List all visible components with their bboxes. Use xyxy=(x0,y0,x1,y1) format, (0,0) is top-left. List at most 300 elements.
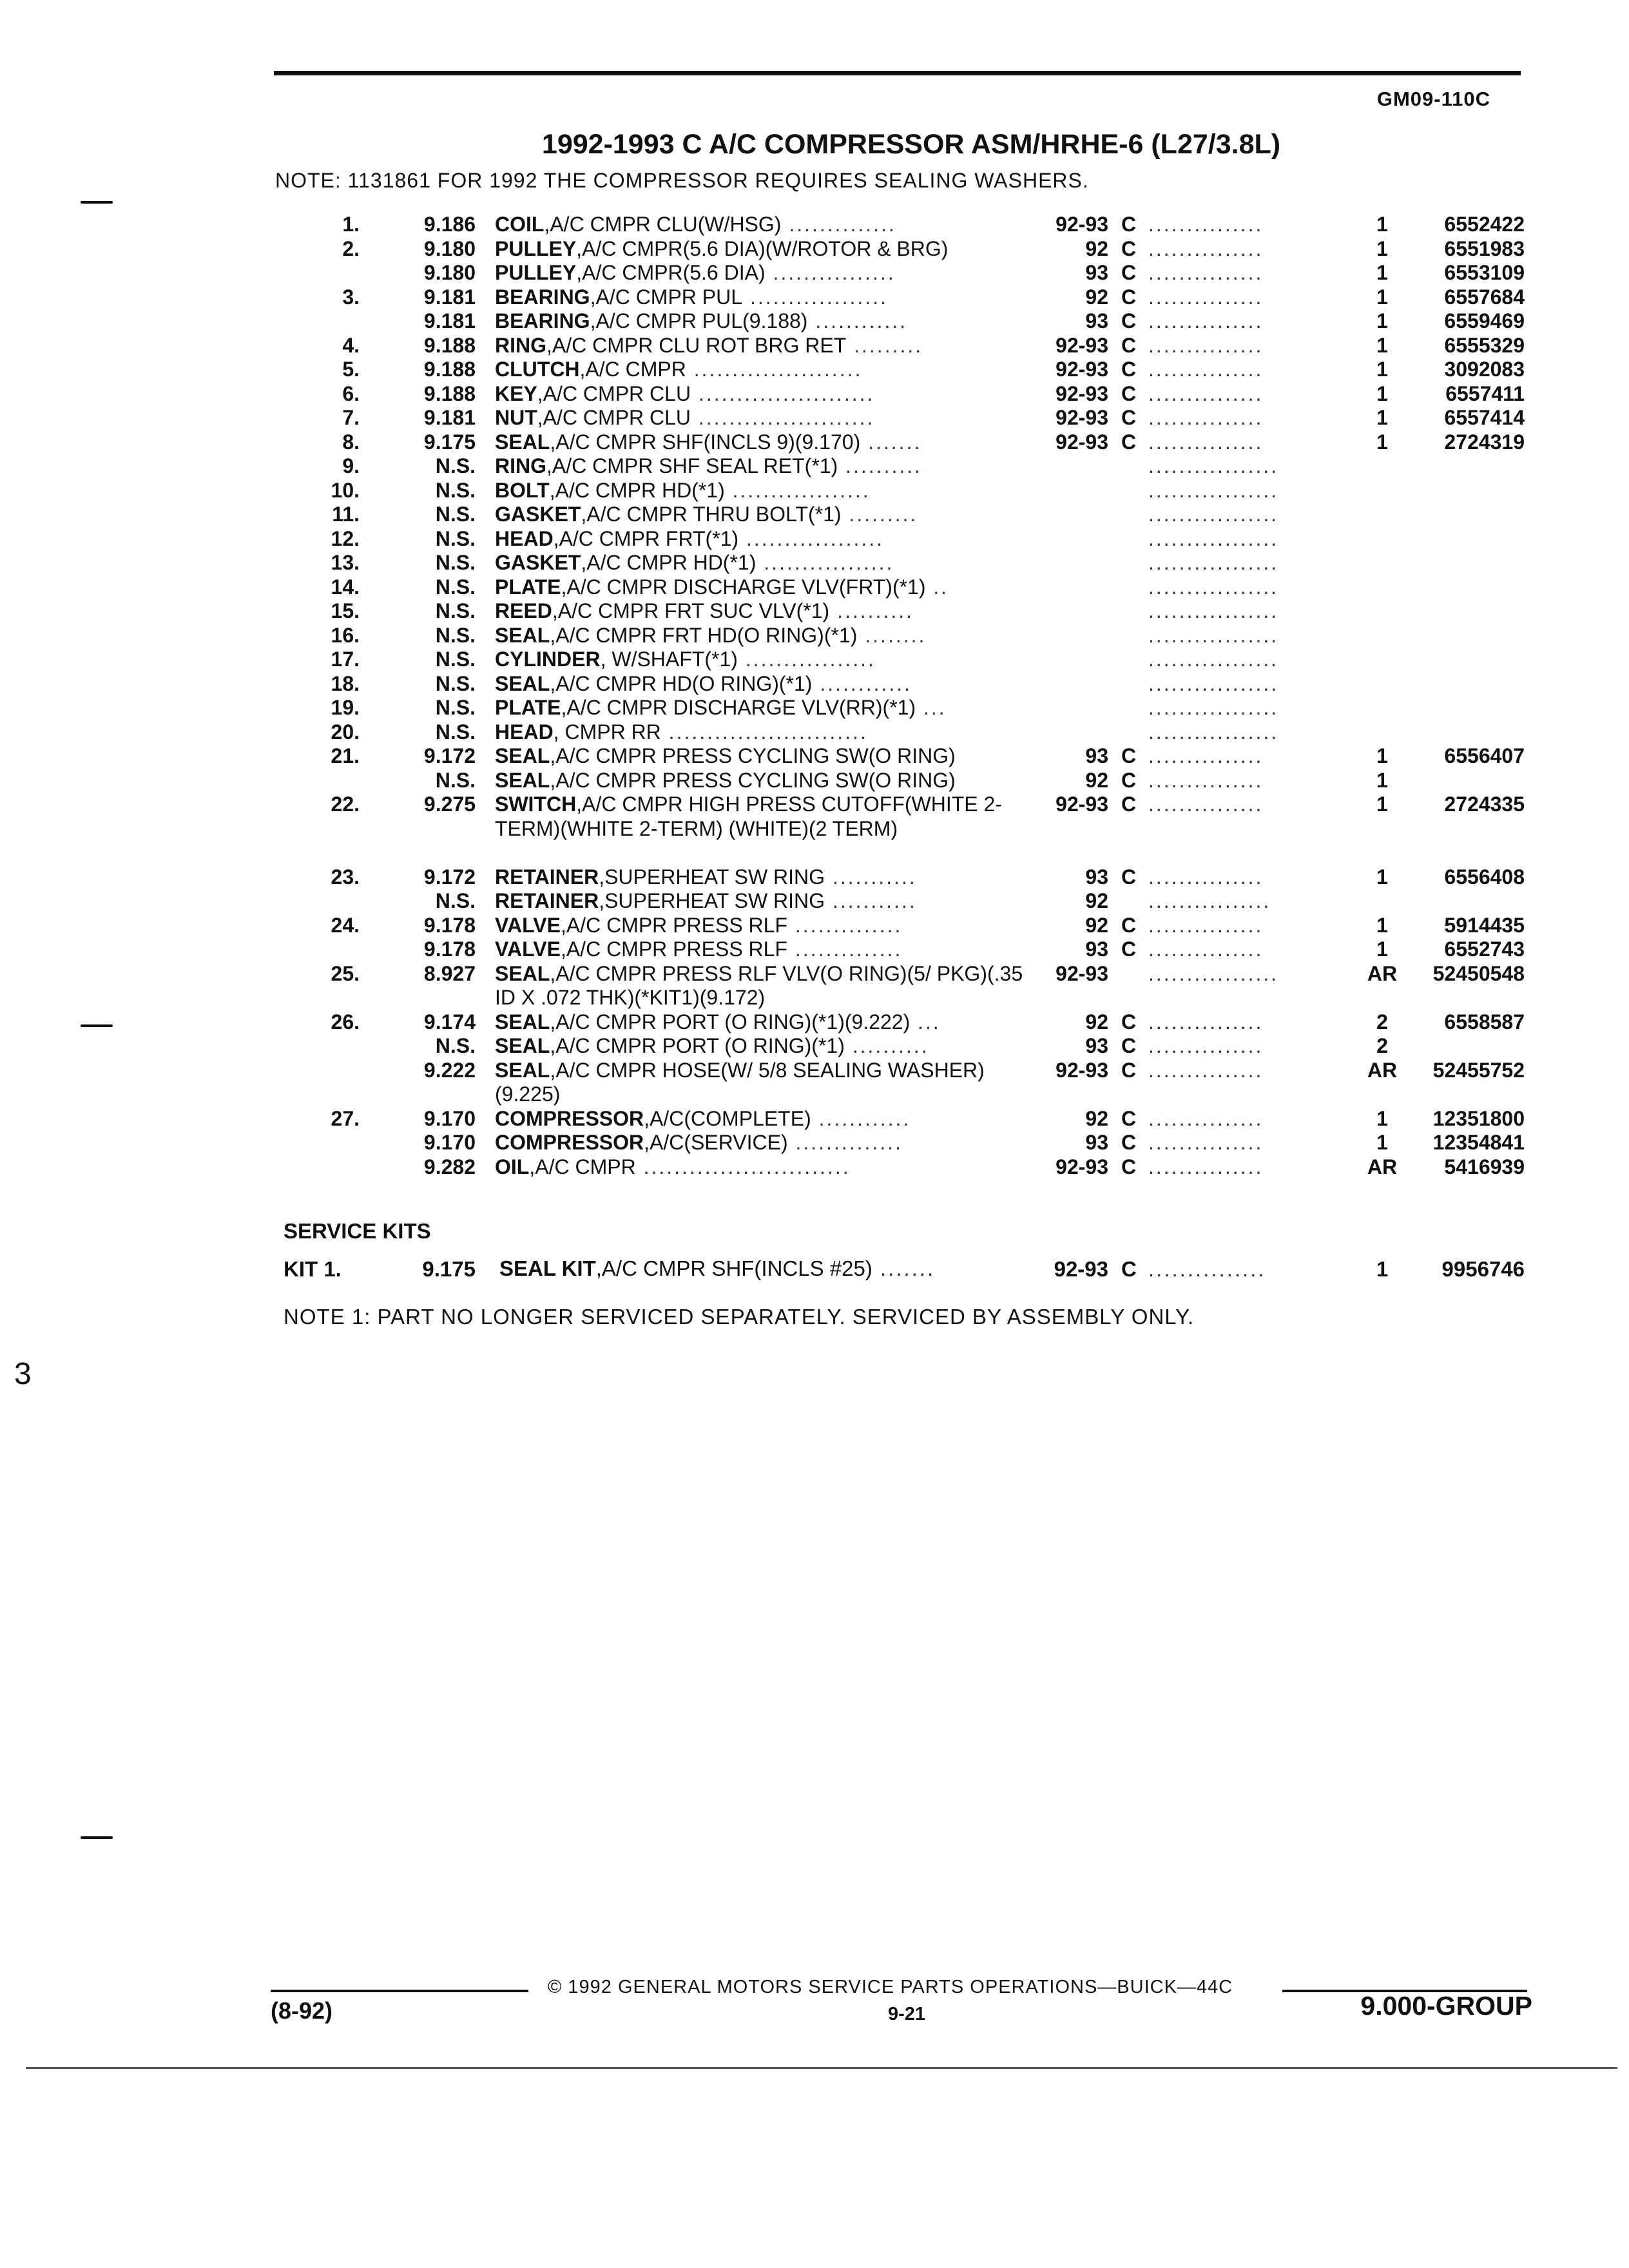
model-year: 92-93 xyxy=(1055,333,1108,357)
kit-part-number: 9956746 xyxy=(1441,1257,1525,1281)
header-rule xyxy=(274,71,1521,75)
quantity: 1 xyxy=(1376,913,1388,937)
dot-leader: ............... xyxy=(1148,913,1264,937)
description-leader: ........... xyxy=(825,889,917,912)
part-name: BEARING xyxy=(495,285,590,309)
description-leader: ....................... xyxy=(691,406,875,429)
part-description xyxy=(495,213,1023,237)
group-number: 9.188 xyxy=(423,358,476,381)
quantity: 1 xyxy=(1376,309,1388,332)
part-spec: ,A/C CMPR PRESS CYCLING SW(O RING) xyxy=(550,768,956,792)
quantity: 1 xyxy=(1376,1131,1388,1154)
group-number: N.S. xyxy=(435,1034,476,1057)
table-row xyxy=(0,696,1629,720)
description-leader: .................. xyxy=(738,526,885,550)
part-spec: ,A/C CMPR CLU xyxy=(537,381,691,405)
table-row xyxy=(0,406,1629,430)
part-spec: ,A/C CMPR FRT HD(O RING)(*1) xyxy=(550,623,858,647)
model-year: 92 xyxy=(1085,913,1108,937)
part-name: SWITCH xyxy=(495,793,577,816)
description-leader: ................. xyxy=(756,551,894,574)
group-number: 9.178 xyxy=(423,913,476,937)
part-spec: ,A/C CMPR DISCHARGE VLV(RR)(*1) xyxy=(561,696,916,719)
footer-rule-left xyxy=(271,1990,528,1992)
model-year: 92 xyxy=(1085,1106,1108,1130)
dot-leader: ................. xyxy=(1148,575,1279,599)
part-name: PULLEY xyxy=(495,236,577,260)
model-year: 93 xyxy=(1085,309,1108,332)
description-leader: ................. xyxy=(737,648,876,671)
dot-leader: ............... xyxy=(1148,309,1264,332)
table-row xyxy=(0,1034,1629,1059)
table-row xyxy=(0,1155,1629,1180)
part-spec: ,A/C CMPR HIGH PRESS CUTOFF(WHITE 2-TERM)(WHITE 2-TERM) (WHITE)(2 TERM) xyxy=(495,793,1002,840)
series-code: C xyxy=(1121,1155,1137,1178)
item-number: 21. xyxy=(331,744,360,767)
part-name: SEAL xyxy=(495,1010,550,1033)
dot-leader: ............... xyxy=(1148,768,1264,792)
dot-leader: ............... xyxy=(1148,793,1264,816)
part-description xyxy=(495,527,1023,552)
table-row xyxy=(0,575,1629,600)
part-name: CYLINDER xyxy=(495,648,601,671)
item-number: 16. xyxy=(331,623,360,647)
kit-spec: ,A/C CMPR SHF(INCLS #25) xyxy=(595,1256,872,1280)
part-spec: ,A/C(SERVICE) xyxy=(644,1131,788,1154)
quantity: 1 xyxy=(1376,381,1388,405)
model-year: 92 xyxy=(1085,236,1108,260)
dot-leader: ................. xyxy=(1148,961,1279,985)
series-code: C xyxy=(1121,768,1137,792)
kit-description xyxy=(499,1256,1028,1281)
description-leader: .............. xyxy=(787,913,903,937)
quantity: AR xyxy=(1367,1155,1398,1178)
service-kits-title: SERVICE KITS xyxy=(284,1219,431,1243)
item-number: 8. xyxy=(342,430,360,454)
item-number: 10. xyxy=(331,478,360,502)
part-name: HEAD xyxy=(495,720,554,744)
quantity: AR xyxy=(1367,961,1398,985)
group-number: 8.927 xyxy=(423,961,476,985)
item-number: 26. xyxy=(331,1010,360,1033)
description-leader: ............ xyxy=(812,671,912,695)
part-description xyxy=(495,914,1023,938)
footer-group: 9.000-GROUP xyxy=(1360,1991,1532,2021)
part-number: 6556408 xyxy=(1444,865,1525,889)
part-number: 6559469 xyxy=(1444,309,1525,332)
part-number: 5914435 xyxy=(1444,913,1525,937)
group-number: 9.275 xyxy=(423,793,476,816)
group-number: N.S. xyxy=(435,454,476,477)
group-number: 9.170 xyxy=(423,1106,476,1130)
group-number: 9.181 xyxy=(423,309,476,332)
table-row xyxy=(0,454,1629,479)
model-year: 93 xyxy=(1085,865,1108,889)
part-name: VALVE xyxy=(495,937,561,961)
part-spec: ,A/C CMPR SHF(INCLS 9)(9.170) xyxy=(550,430,861,454)
table-row xyxy=(0,648,1629,672)
part-spec: ,A/C CMPR PRESS RLF xyxy=(560,937,787,961)
table-row xyxy=(0,599,1629,624)
part-name: KEY xyxy=(495,381,537,405)
part-spec: ,A/C CMPR HD(*1) xyxy=(549,478,725,502)
part-description xyxy=(495,962,1023,1010)
part-name: SEAL xyxy=(495,1034,550,1057)
part-number: 6552422 xyxy=(1444,213,1525,236)
item-number: 4. xyxy=(342,333,360,357)
part-name: COMPRESSOR xyxy=(495,1106,644,1130)
bottom-rule xyxy=(26,2067,1617,2069)
dot-leader: ............... xyxy=(1148,333,1264,357)
part-number: 2724319 xyxy=(1444,430,1525,454)
model-year: 92-93 xyxy=(1055,961,1108,985)
dot-leader: ................. xyxy=(1148,720,1279,744)
group-number: N.S. xyxy=(435,551,476,574)
kit-series: C xyxy=(1121,1257,1137,1281)
series-code: C xyxy=(1121,793,1137,816)
description-leader: ......... xyxy=(846,333,923,357)
group-number: 9.181 xyxy=(423,285,476,309)
dot-leader: ............... xyxy=(1148,1155,1264,1178)
part-spec: , CMPR RR xyxy=(553,720,661,744)
part-spec: ,A/C CMPR SHF SEAL RET(*1) xyxy=(546,454,838,477)
model-year: 93 xyxy=(1085,937,1108,961)
table-row xyxy=(0,479,1629,503)
table-row xyxy=(0,744,1629,769)
part-description xyxy=(495,1131,1023,1155)
kit-qty: 1 xyxy=(1376,1257,1389,1281)
part-spec: ,A/C CMPR CLU xyxy=(537,406,691,429)
part-number: 52450548 xyxy=(1432,961,1525,985)
description-leader: ........ xyxy=(857,623,927,647)
part-spec: ,A/C CMPR(5.6 DIA) xyxy=(576,261,766,284)
model-year: 92 xyxy=(1085,285,1108,309)
part-name: SEAL xyxy=(495,744,550,767)
series-code: C xyxy=(1121,1034,1137,1057)
group-number: 9.180 xyxy=(423,236,476,260)
description-leader: .......................... xyxy=(660,720,868,744)
part-description xyxy=(495,334,1023,358)
part-description xyxy=(495,865,1023,890)
part-number: 6552743 xyxy=(1444,937,1525,961)
part-description xyxy=(495,261,1023,285)
quantity: AR xyxy=(1367,1058,1398,1082)
series-code: C xyxy=(1121,430,1137,454)
table-row xyxy=(0,672,1629,697)
part-spec: ,A/C CMPR CLU(W/HSG) xyxy=(544,213,782,236)
header-note: NOTE: 1131861 FOR 1992 THE COMPRESSOR REQUIRES SEALING WASHERS. xyxy=(275,169,1089,192)
group-number: 9.170 xyxy=(423,1131,476,1154)
group-number: 9.188 xyxy=(423,381,476,405)
dot-leader: ................. xyxy=(1148,503,1279,526)
quantity: 1 xyxy=(1376,793,1388,816)
quantity: 2 xyxy=(1376,1034,1388,1057)
part-number: 2724335 xyxy=(1444,793,1525,816)
group-number: N.S. xyxy=(435,720,476,744)
part-description xyxy=(495,696,1023,720)
dot-leader: ............... xyxy=(1148,213,1264,236)
part-spec: ,A/C CMPR DISCHARGE VLV(FRT)(*1) xyxy=(561,575,926,599)
part-name: PLATE xyxy=(495,575,561,599)
series-code: C xyxy=(1121,1010,1137,1033)
description-leader: ...................... xyxy=(686,358,863,381)
part-name: OIL xyxy=(495,1155,530,1178)
part-spec: ,A/C CMPR xyxy=(529,1155,636,1178)
description-leader: ....................... xyxy=(691,381,875,405)
group-number: 9.181 xyxy=(423,406,476,429)
dot-leader: ................. xyxy=(1148,648,1279,671)
group-number: N.S. xyxy=(435,623,476,647)
part-name: CLUTCH xyxy=(495,358,580,381)
group-number: N.S. xyxy=(435,526,476,550)
table-row xyxy=(0,382,1629,407)
parts-list xyxy=(0,213,1629,1179)
part-spec: ,A/C CMPR PRESS CYCLING SW(O RING) xyxy=(550,744,956,767)
part-description xyxy=(495,624,1023,648)
part-spec: ,A/C CMPR THRU BOLT(*1) xyxy=(581,503,842,526)
table-row xyxy=(0,527,1629,552)
model-year: 93 xyxy=(1085,1034,1108,1057)
part-description xyxy=(495,769,1023,793)
part-number: 6558587 xyxy=(1444,1010,1525,1033)
part-name: SEAL xyxy=(495,671,550,695)
quantity: 1 xyxy=(1376,865,1388,889)
part-spec: ,A/C CMPR PORT (O RING)(*1)(9.222) xyxy=(550,1010,911,1033)
item-number: 11. xyxy=(332,503,360,526)
part-name: COIL xyxy=(495,213,545,236)
model-year: 93 xyxy=(1085,744,1108,767)
group-number: N.S. xyxy=(435,575,476,599)
description-leader: .................. xyxy=(742,285,888,309)
quantity: 2 xyxy=(1376,1010,1388,1033)
item-number: 19. xyxy=(331,696,360,719)
kit-name: SEAL KIT xyxy=(499,1256,596,1280)
series-code: C xyxy=(1121,213,1137,236)
dot-leader: ................. xyxy=(1148,696,1279,719)
group-number: 9.282 xyxy=(423,1155,476,1178)
page-number: 9-21 xyxy=(888,2004,926,2024)
model-year: 93 xyxy=(1085,1131,1108,1154)
group-number: N.S. xyxy=(435,599,476,622)
description-leader: ........................... xyxy=(635,1155,851,1178)
model-year: 92 xyxy=(1085,1010,1108,1033)
quantity: 1 xyxy=(1376,937,1388,961)
group-number: 9.175 xyxy=(423,430,476,454)
part-spec: ,A/C(COMPLETE) xyxy=(644,1106,811,1130)
dot-leader: ................ xyxy=(1148,889,1271,912)
series-code: C xyxy=(1121,865,1137,889)
part-spec: ,A/C CMPR PRESS RLF xyxy=(560,913,787,937)
part-name: COMPRESSOR xyxy=(495,1131,644,1154)
dot-leader: ............... xyxy=(1148,261,1264,284)
part-name: REED xyxy=(495,599,552,622)
group-number: N.S. xyxy=(435,768,476,792)
model-year: 92-93 xyxy=(1055,381,1108,405)
part-description xyxy=(495,406,1023,430)
group-number: N.S. xyxy=(435,889,476,912)
group-number: 9.186 xyxy=(423,213,476,236)
binding-mark xyxy=(81,1836,113,1839)
model-year: 92-93 xyxy=(1055,1155,1108,1178)
description-leader: .............. xyxy=(787,937,903,961)
series-code: C xyxy=(1121,1131,1137,1154)
item-number: 25. xyxy=(331,961,360,985)
part-name: PULLEY xyxy=(495,261,577,284)
table-row xyxy=(0,358,1629,382)
series-code: C xyxy=(1121,1058,1137,1082)
part-description xyxy=(495,599,1023,624)
item-number: 7. xyxy=(342,406,360,429)
item-number: 6. xyxy=(342,381,360,405)
part-spec: ,A/C CMPR HOSE(W/ 5/8 SEALING WASHER)(9.225) xyxy=(495,1058,985,1106)
part-spec: , W/SHAFT(*1) xyxy=(600,648,738,671)
dot-leader: ............... xyxy=(1148,1106,1264,1130)
table-row xyxy=(0,889,1629,914)
table-row xyxy=(0,334,1629,358)
part-description xyxy=(495,430,1023,455)
description-leader: .................. xyxy=(724,478,871,502)
table-row xyxy=(0,1059,1629,1107)
part-description xyxy=(495,648,1023,672)
doc-id: GM09-110C xyxy=(1376,88,1490,110)
table-row xyxy=(0,793,1629,865)
part-spec: ,SUPERHEAT SW RING xyxy=(599,865,825,889)
item-number: 14. xyxy=(331,575,360,599)
part-number: 6557411 xyxy=(1445,381,1525,405)
item-number: 22. xyxy=(331,793,360,816)
dot-leader: ............... xyxy=(1148,1058,1264,1082)
dot-leader: ............... xyxy=(1148,358,1264,381)
part-number: 12354841 xyxy=(1432,1131,1525,1154)
part-name: SEAL xyxy=(495,961,550,985)
table-row xyxy=(0,624,1629,648)
part-description xyxy=(495,793,1023,841)
model-year: 92-93 xyxy=(1055,1058,1108,1082)
item-number: 5. xyxy=(342,358,360,381)
margin-mark: 3 xyxy=(14,1357,32,1391)
series-code: C xyxy=(1121,236,1137,260)
part-number: 5416939 xyxy=(1444,1155,1525,1178)
part-description xyxy=(495,382,1023,407)
part-description xyxy=(495,1059,1023,1107)
part-number: 6556407 xyxy=(1444,744,1525,767)
description-leader: .............. xyxy=(781,213,896,236)
model-year: 93 xyxy=(1085,261,1108,284)
dot-leader: ............... xyxy=(1148,1034,1264,1057)
dot-leader: ............... xyxy=(1148,1131,1264,1154)
description-leader: .......... xyxy=(844,1034,929,1057)
part-description xyxy=(495,309,1023,334)
series-code: C xyxy=(1121,333,1137,357)
part-spec: ,A/C CMPR HD(O RING)(*1) xyxy=(550,671,813,695)
description-leader: ............ xyxy=(811,1106,911,1130)
part-name: VALVE xyxy=(495,913,561,937)
part-description xyxy=(495,358,1023,382)
series-code: C xyxy=(1121,261,1137,284)
series-code: C xyxy=(1121,381,1137,405)
part-spec: ,A/C CMPR FRT SUC VLV(*1) xyxy=(552,599,830,622)
series-code: C xyxy=(1121,1106,1137,1130)
part-name: SEAL xyxy=(495,1058,550,1082)
group-number: N.S. xyxy=(435,696,476,719)
model-year: 92 xyxy=(1085,768,1108,792)
part-description xyxy=(495,575,1023,600)
dot-leader: ............... xyxy=(1148,285,1264,309)
dot-leader: ............... xyxy=(1148,381,1264,405)
description-leader: .......... xyxy=(838,454,923,477)
kit-leader: ....... xyxy=(872,1256,936,1280)
dot-leader: ................. xyxy=(1148,623,1279,647)
series-code: C xyxy=(1121,285,1137,309)
part-name: GASKET xyxy=(495,503,581,526)
part-description xyxy=(495,889,1023,914)
table-row xyxy=(0,430,1629,455)
table-row xyxy=(0,1131,1629,1155)
quantity: 1 xyxy=(1376,333,1388,357)
part-description xyxy=(495,1010,1023,1035)
model-year: 92-93 xyxy=(1055,406,1108,429)
part-description xyxy=(495,503,1023,527)
dot-leader: ................. xyxy=(1148,599,1279,622)
table-row xyxy=(0,914,1629,938)
quantity: 1 xyxy=(1376,285,1388,309)
item-number: 23. xyxy=(331,865,360,889)
page-title: 1992-1993 C A/C COMPRESSOR ASM/HRHE-6 (L27/3.8L) xyxy=(541,129,1281,160)
part-description xyxy=(495,720,1023,745)
dot-leader: ................. xyxy=(1148,478,1279,502)
group-number: 9.188 xyxy=(423,333,476,357)
description-leader: ......... xyxy=(841,503,918,526)
part-description xyxy=(495,285,1023,310)
series-code: C xyxy=(1121,744,1137,767)
item-number: 17. xyxy=(331,648,360,671)
part-number: 52455752 xyxy=(1432,1058,1525,1082)
part-number: 6557414 xyxy=(1444,406,1525,429)
item-number: 12. xyxy=(331,526,360,550)
group-number: 9.172 xyxy=(423,744,476,767)
series-code: C xyxy=(1121,309,1137,332)
item-number: 9. xyxy=(342,454,360,477)
kit-group: 9.175 xyxy=(422,1257,476,1281)
part-name: SEAL xyxy=(495,768,550,792)
part-name: SEAL xyxy=(495,623,550,647)
group-number: N.S. xyxy=(435,648,476,671)
description-leader: ... xyxy=(910,1010,941,1033)
description-leader: ....... xyxy=(860,430,922,454)
series-code: C xyxy=(1121,913,1137,937)
kit-year: 92-93 xyxy=(1054,1257,1108,1281)
table-row xyxy=(0,261,1629,285)
model-year: 92-93 xyxy=(1055,430,1108,454)
item-number: 18. xyxy=(331,671,360,695)
part-name: BEARING xyxy=(495,309,590,332)
part-description xyxy=(495,672,1023,697)
table-row xyxy=(0,962,1629,1010)
table-row xyxy=(0,865,1629,890)
quantity: 1 xyxy=(1376,236,1388,260)
dot-leader: ............... xyxy=(1148,430,1264,454)
part-description xyxy=(495,479,1023,503)
dot-leader: ................. xyxy=(1148,526,1279,550)
table-row xyxy=(0,937,1629,962)
table-row xyxy=(0,1010,1629,1035)
part-name: HEAD xyxy=(495,526,554,550)
dot-leader: ............... xyxy=(1148,1010,1264,1033)
model-year: 92-93 xyxy=(1055,793,1108,816)
part-name: SEAL xyxy=(495,430,550,454)
part-description xyxy=(495,1155,1023,1180)
table-row xyxy=(0,285,1629,310)
